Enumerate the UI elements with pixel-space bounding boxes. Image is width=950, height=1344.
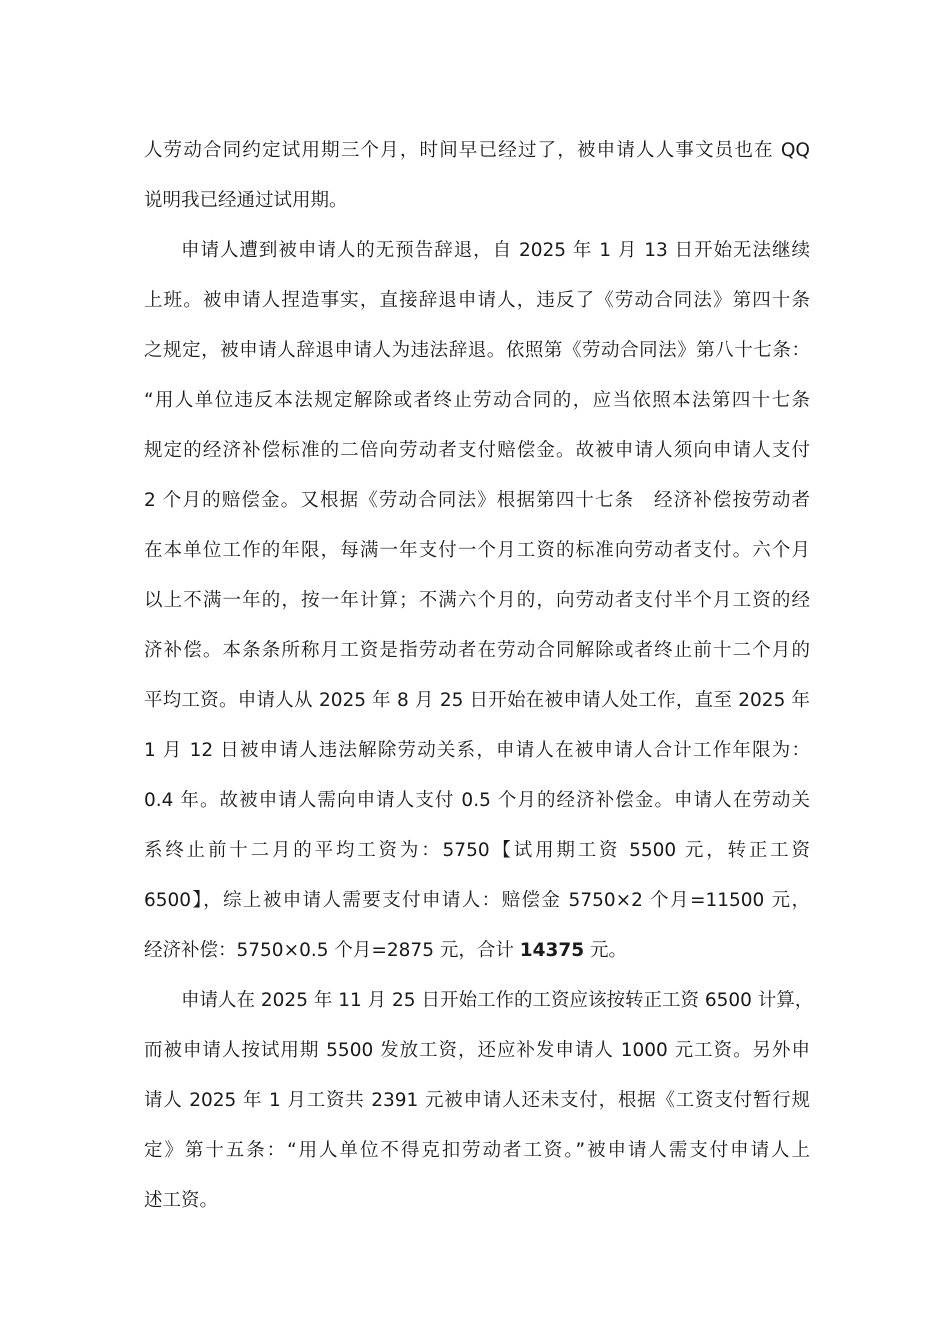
document-body xyxy=(144,126,814,1226)
text-line: 定》第十五条：“用人单位不得克扣劳动者工资。”被申请人需支付申请人上 xyxy=(144,1140,810,1161)
total-suffix: 元。 xyxy=(584,940,627,961)
text-line: 以上不满一年的，按一年计算；不满六个月的，向劳动者支付半个月工资的经 xyxy=(144,590,810,611)
total-amount: 14375 xyxy=(519,940,585,961)
text-line: 上班。被申请人捏造事实，直接辞退申请人，违反了《劳动合同法》第四十条 xyxy=(144,290,810,311)
paragraph-3 xyxy=(144,976,814,1226)
text-line: 之规定，被申请人辞退申请人为违法辞退。依照第《劳动合同法》第八十七条： xyxy=(144,340,810,361)
text-line: 请人 2025 年 1 月工资共 2391 元被申请人还未支付，根据《工资支付暂行规 xyxy=(144,1090,810,1111)
paragraph-2 xyxy=(144,226,810,976)
text-line: 人劳动合同约定试用期三个月，时间早已经过了，被申请人人事文员也在 QQ xyxy=(144,140,810,161)
total-prefix: 经济补偿：5750×0.5 个月=2875 元，合计 xyxy=(144,940,520,961)
text-line: 而被申请人按试用期 5500 发放工资，还应补发申请人 1000 元工资。另外申 xyxy=(144,1040,810,1061)
text-line: 申请人在 2025 年 11 月 25 日开始工作的工资应该按转正工资 6500 计算， xyxy=(181,990,814,1011)
text-line: “用人单位违反本法规定解除或者终止劳动合同的，应当依照本法第四十七条 xyxy=(144,390,810,411)
text-line-total xyxy=(144,926,810,976)
text-line: 申请人遭到被申请人的无预告辞退，自 2025 年 1 月 13 日开始无法继续 xyxy=(181,240,810,261)
text-line: 述工资。 xyxy=(144,1190,219,1211)
text-line: 6500】，综上被申请人需要支付申请人：赔偿金 5750×2 个月=11500 元， xyxy=(144,890,810,911)
text-line: 说明我已经通过试用期。 xyxy=(144,190,348,211)
text-line: 1 月 12 日被申请人违法解除劳动关系，申请人在被申请人合计工作年限为： xyxy=(144,740,810,761)
text-line: 济补偿。本条条所称月工资是指劳动者在劳动合同解除或者终止前十二个月的 xyxy=(144,640,810,661)
paragraph-1 xyxy=(144,126,810,226)
text-line: 规定的经济补偿标准的二倍向劳动者支付赔偿金。故被申请人须向申请人支付 xyxy=(144,440,810,461)
text-line: 0.4 年。故被申请人需向申请人支付 0.5 个月的经济补偿金。申请人在劳动关 xyxy=(144,790,810,811)
text-line: 2 个月的赔偿金。又根据《劳动合同法》根据第四十七条 经济补偿按劳动者 xyxy=(144,490,810,511)
text-line: 平均工资。申请人从 2025 年 8 月 25 日开始在被申请人处工作，直至 2025 年 xyxy=(144,690,810,711)
text-line: 系终止前十二月的平均工资为：5750【试用期工资 5500 元，转正工资 xyxy=(144,840,810,861)
text-line: 在本单位工作的年限，每满一年支付一个月工资的标准向劳动者支付。六个月 xyxy=(144,540,810,561)
